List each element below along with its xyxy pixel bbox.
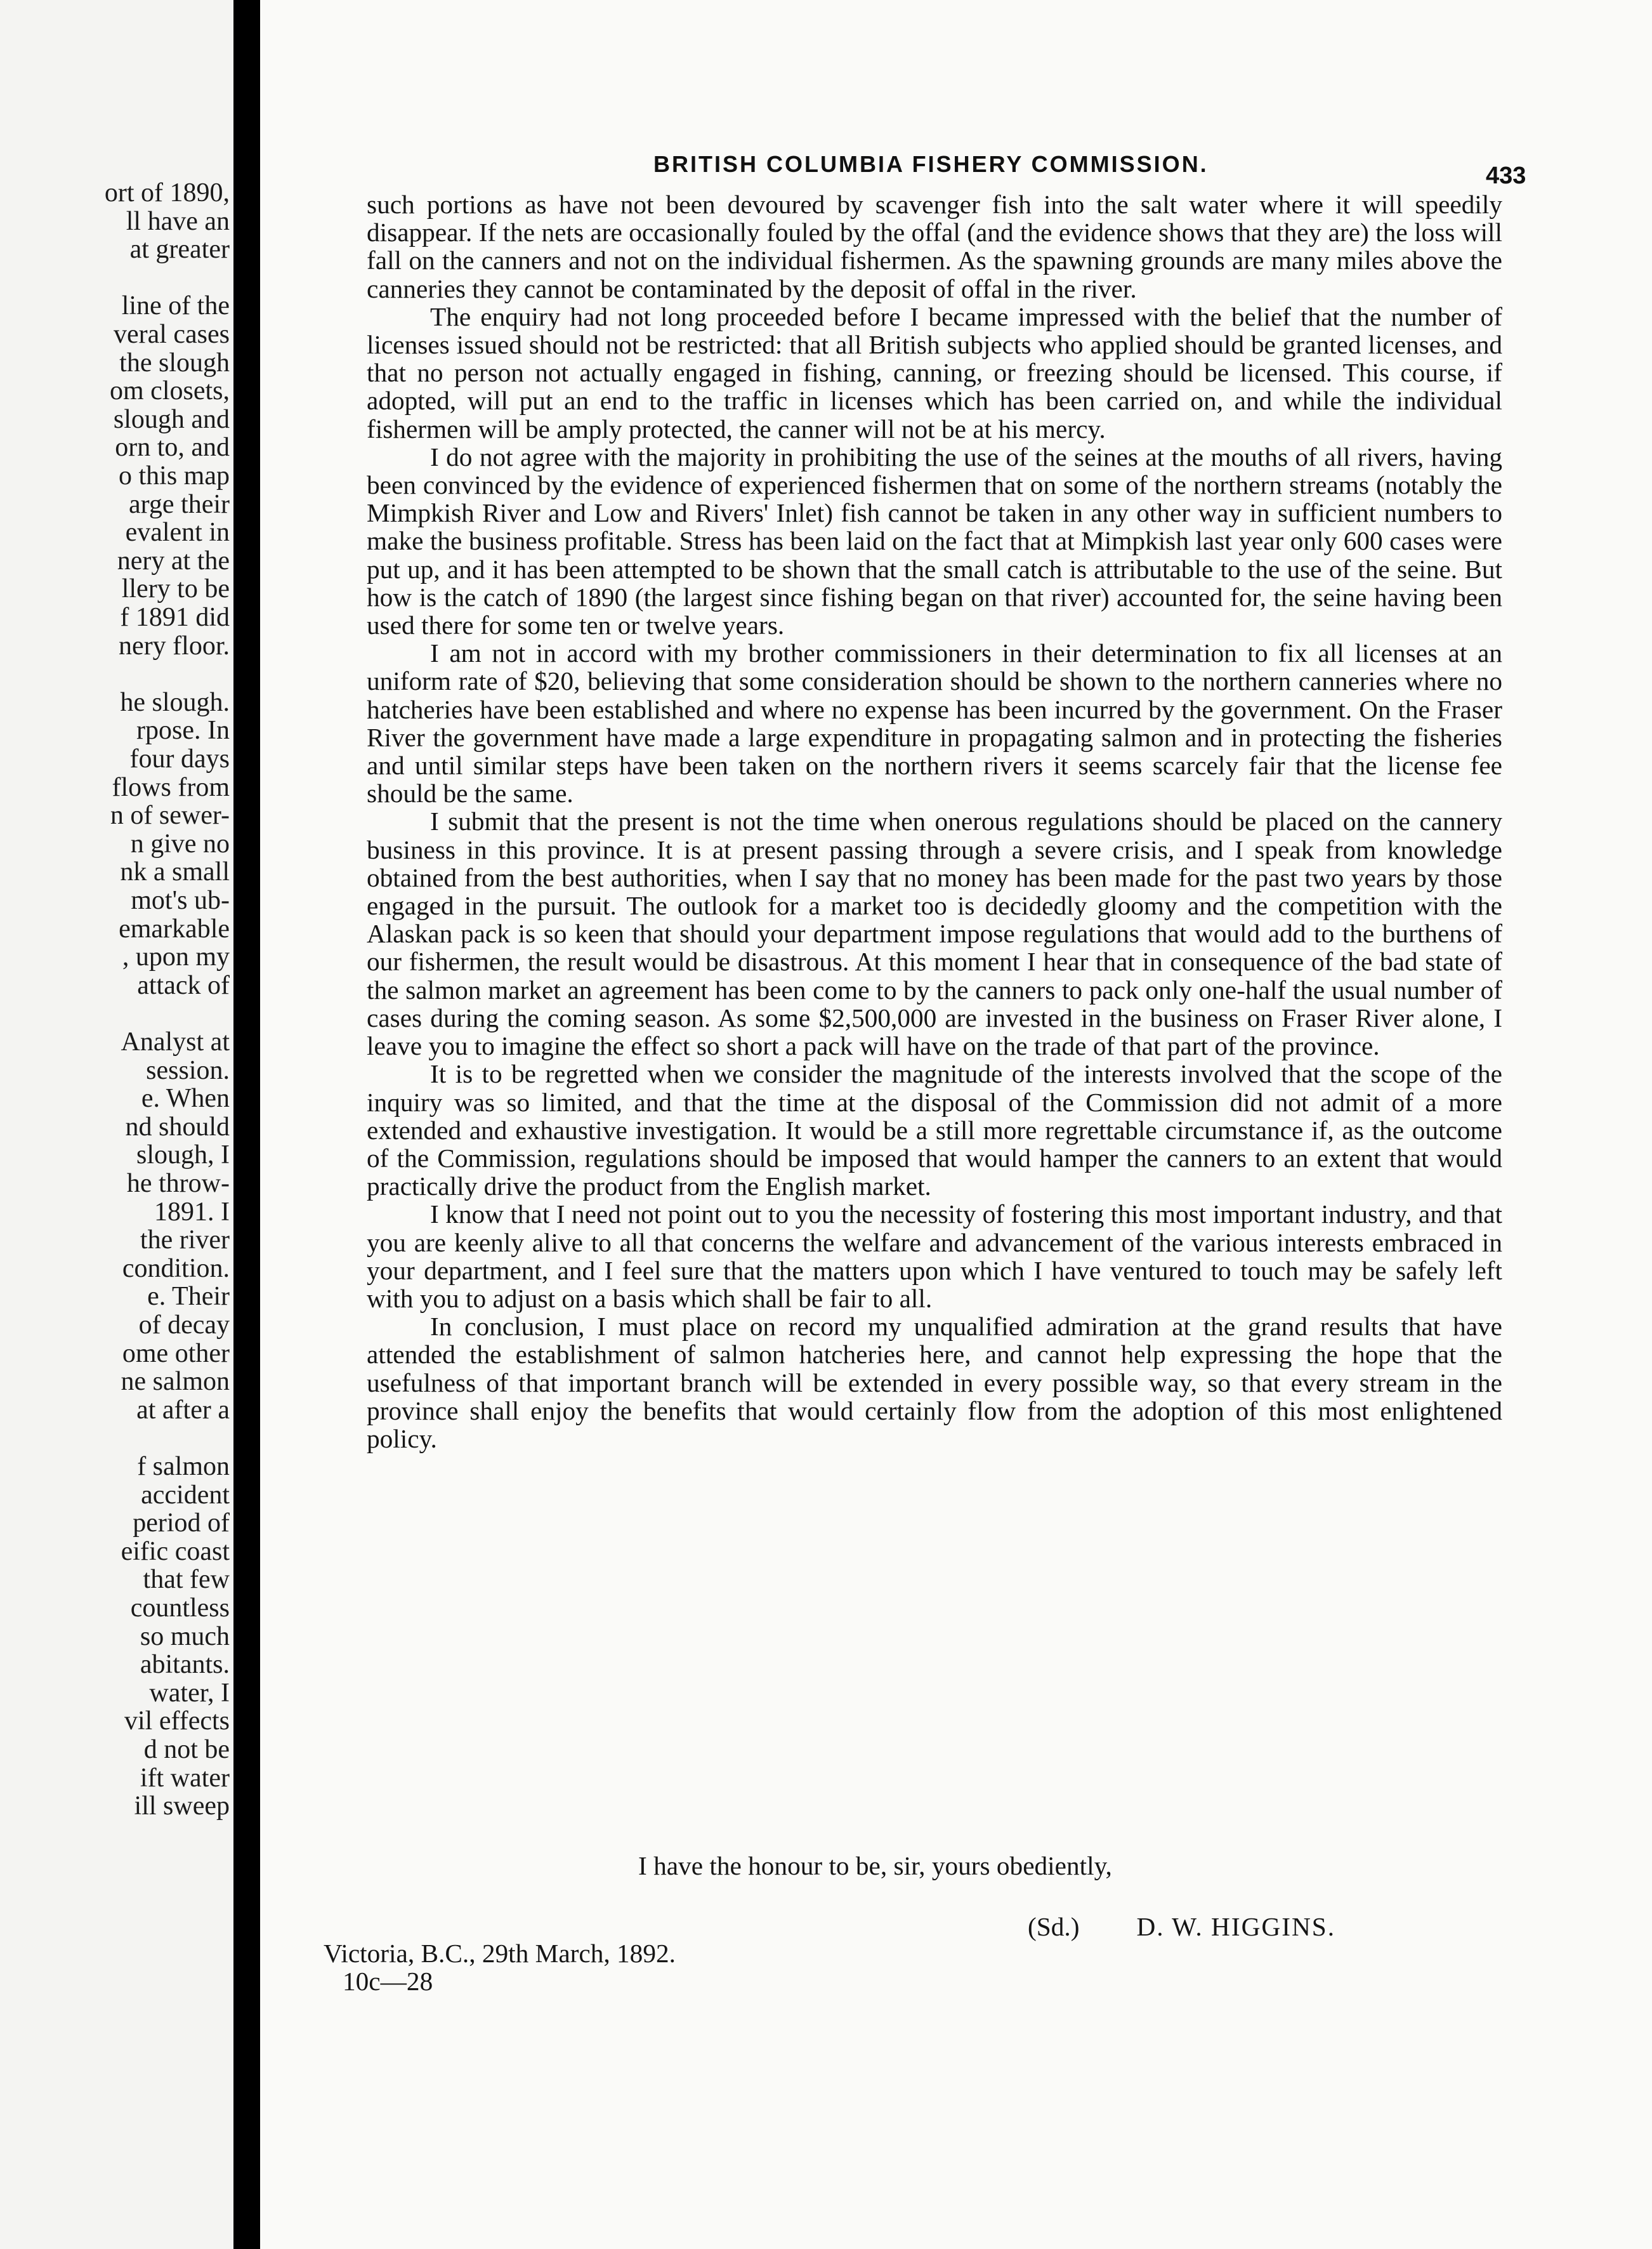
facing-page-line: ill sweep <box>134 1791 230 1821</box>
facing-page-line: abitants. <box>140 1650 230 1680</box>
facing-page-line: n of sewer- <box>110 801 230 831</box>
facing-page-line: o this map <box>119 461 230 491</box>
facing-page-line: flows from <box>112 772 230 802</box>
page <box>260 0 1652 2249</box>
facing-page-line: eific coast <box>121 1536 230 1566</box>
facing-page-fragment <box>0 0 233 2249</box>
sd-mark: (Sd.) <box>1028 1912 1080 1941</box>
facing-page-line: om closets, <box>110 376 230 406</box>
facing-page-line: orn to, and <box>115 433 230 463</box>
facing-page-line: attack of <box>137 970 230 1000</box>
facing-page-line: evalent in <box>125 518 230 548</box>
facing-page-line: vil effects <box>124 1706 230 1736</box>
closing-salutation: I have the honour to be, sir, yours obediently, <box>638 1851 1112 1880</box>
facing-page-line: d not be <box>143 1735 230 1764</box>
facing-page-line: nk a small <box>120 857 230 887</box>
signature-block <box>1028 1911 1335 1942</box>
paragraph: In conclusion, I must place on record my unqualified admiration at the grand results that have attended the establishment of salmon hatcheries here, and cannot help expressing the hope that the usefulness of that important branch will be extended in every possible way, so that every stream in the province shall enjoy the benefits that would certainly flow from the adoption of this most enlightened policy. <box>367 1312 1502 1453</box>
facing-page-line: of decay <box>138 1310 230 1340</box>
facing-page-line: 1891. I <box>154 1197 230 1227</box>
facing-page-line: the slough <box>119 348 230 378</box>
facing-page-line: llery to be <box>121 574 230 604</box>
facing-page-line: slough, I <box>136 1140 230 1170</box>
document-reference: 10c—28 <box>343 1967 433 1996</box>
facing-page-line: arge their <box>129 489 230 519</box>
signer-name: D. W. HIGGINS. <box>1136 1912 1336 1941</box>
facing-page-line: ort of 1890, <box>104 178 230 208</box>
facing-page-line: that few <box>143 1565 230 1595</box>
body-text <box>367 190 1502 1453</box>
facing-page-line: he throw- <box>126 1169 230 1198</box>
paragraph: I am not in accord with my brother commissioners in their determination to fix all licenses at an uniform rate of $20, believing that some consideration should be shown to the northern canneries where no hatcheries have been established and where no expense has been incurred by the government. On the Fraser River the government have made a large expenditure in propagating salmon and in protecting the fisheries and until similar steps have been taken on the northern rivers it seems scarcely fair that the license fee should be the same. <box>367 638 1502 808</box>
book-gutter <box>233 0 260 2249</box>
facing-page-line: f salmon <box>137 1452 230 1481</box>
page-number: 433 <box>1486 162 1526 189</box>
paragraph: It is to be regretted when we consider the magnitude of the interests involved that the scope of the inquiry was so limited, and that the time at the disposal of the Commission did not admit of a more extended and exhaustive investigation. It would be a still more regrettable circumstance if, as the outcome of the Commission, regulations should be imposed that would hamper the canners to an extent that would practically drive the product from the English market. <box>367 1059 1502 1201</box>
facing-page-line: nery floor. <box>119 631 230 661</box>
place-date: Victoria, B.C., 29th March, 1892. <box>324 1939 676 1968</box>
facing-page-line: condition. <box>122 1253 230 1283</box>
facing-page-line: rpose. In <box>136 716 230 746</box>
facing-page-line: so much <box>140 1621 230 1651</box>
paragraph: The enquiry had not long proceeded before I became impressed with the belief that the number of licenses issued should not be restricted: that all British subjects who applied should be granted licenses, and that no person not actually engaged in fishing, canning, or freezing should be licensed. This course, if adopted, will put an end to the traffic in licenses which has been carried on, and while the individual fishermen will be amply protected, the canner will not be at his mercy. <box>367 301 1502 444</box>
paragraph: such portions as have not been devoured by scavenger fish into the salt water where it will speedily disappear. If the nets are occasionally fouled by the offal (and the evidence shows that they are) the loss will fall on the canners and not on the individual fishermen. As the spawning grounds are many miles above the canneries they cannot be contaminated by the deposit of offal in the river. <box>367 190 1502 303</box>
paragraph: I know that I need not point out to you the necessity of fostering this most important industry, and that you are keenly alive to all that concerns the welfare and advancement of the various interests embraced in your department, and I feel sure that the matters upon which I have ventured to touch may be safely left with you to adjust on a basis which shall be fair to all. <box>367 1199 1502 1313</box>
facing-page-line: slough and <box>113 404 230 434</box>
facing-page-line: , upon my <box>122 942 230 972</box>
facing-page-line: four days <box>129 744 230 774</box>
facing-page-line: nd should <box>125 1112 230 1142</box>
facing-page-line: accident <box>141 1480 230 1510</box>
facing-page-line: he slough. <box>120 687 230 717</box>
facing-page-line: session. <box>146 1055 230 1085</box>
facing-page-line: the river <box>140 1225 230 1255</box>
paragraph: I submit that the present is not the time when onerous regulations should be placed on the cannery business in this province. It is at present passing through a severe crisis, and I speak from knowledge obtained from the best authorities, when I say that no money has been made for the past two years by those engaged in the pursuit. The outlook for a market too is decidedly gloomy and the competition with the Alaskan pack is so keen that should your department impose regulations that would add to the burthens of our fishermen, the result would be disastrous. At this moment I hear that in consequence of the bad state of the salmon market an agreement has been come to by the canners to pack only one-half the usual number of cases during the coming season. As some $2,500,000 are invested in the business on Fraser River alone, I leave you to imagine the effect so short a pack will have on the trade of that part of the province. <box>367 807 1502 1061</box>
paragraph: I do not agree with the majority in prohibiting the use of the seines at the mouths of all rivers, having been convinced by the evidence of experienced fishermen that on some of the northern streams (notably the Mimpkish River and Low and Rivers' Inlet) fish cannot be taken in any other way in sufficient numbers to make the business profitable. Stress has been laid on the fact that at Mimpkish last year only 600 cases were put up, and it has been attempted to be shown that the small catch is attributable to the use of the seine. But how is the catch of 1890 (the largest since fishing began on that river) accounted for, the seine having been used there for some ten or twelve years. <box>367 442 1502 640</box>
facing-page-line: at after a <box>136 1395 230 1425</box>
facing-page-line: ome other <box>122 1338 230 1368</box>
facing-page-line: water, I <box>149 1678 230 1708</box>
facing-page-line: ll have an <box>126 206 230 236</box>
facing-page-line: f 1891 did <box>120 603 230 632</box>
facing-page-line: e. When <box>141 1084 230 1114</box>
facing-page-line: nery at the <box>117 546 230 576</box>
facing-page-line: ift water <box>140 1763 230 1793</box>
facing-page-line: line of the <box>121 291 230 321</box>
facing-page-line: ne salmon <box>121 1367 230 1397</box>
facing-page-line: countless <box>130 1593 230 1623</box>
facing-page-line: mot's ub- <box>131 886 230 915</box>
facing-page-line: at greater <box>129 235 230 265</box>
running-head: BRITISH COLUMBIA FISHERY COMMISSION. <box>653 151 1209 177</box>
facing-page-line: veral cases <box>113 320 230 349</box>
facing-page-line: n give no <box>130 829 230 859</box>
facing-page-line: e. Their <box>147 1282 230 1312</box>
facing-page-line: Analyst at <box>121 1027 230 1057</box>
facing-page-line: emarkable <box>119 914 230 944</box>
facing-page-line: period of <box>133 1508 230 1538</box>
